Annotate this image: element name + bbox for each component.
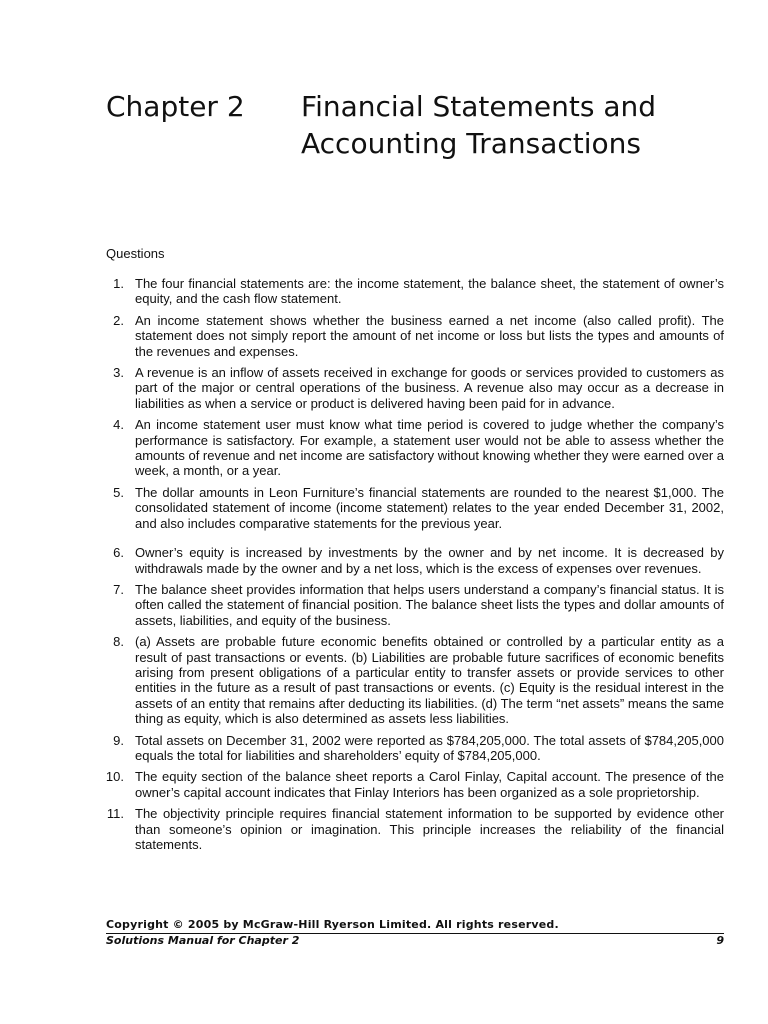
question-number: 8. (113, 634, 124, 650)
question-text: A revenue is an inflow of assets received in exchange for goods or services provided to customers as part of the major or central operations of the business. A revenue also may occur as a decrease in liabilities as when a service or product is delivered having been paid for in advance. (135, 365, 724, 411)
question-item (100, 733, 724, 764)
question-number: 10. (105, 769, 124, 785)
question-text: An income statement user must know what time period is covered to judge whether the company’s performance is satisfactory. For example, a statement user would not be able to assess whether the amounts of revenue and net income are satisfactory without knowing whether they were earned over a week, a month, or a year. (135, 417, 724, 479)
chapter-title-line1: Financial Statements and (301, 90, 657, 123)
chapter-title-line2: Accounting Transactions (301, 127, 642, 160)
question-text: The objectivity principle requires financial statement information to be supported by evidence other than someone’s opinion or imagination. This principle increases the reliability of the financial statements. (135, 806, 724, 852)
question-number: 5. (113, 484, 124, 500)
question-item (100, 417, 724, 479)
question-number: 11. (106, 806, 124, 822)
question-number: 4. (113, 417, 124, 433)
question-number: 9. (113, 732, 124, 748)
chapter-label: Chapter 2 (106, 90, 245, 123)
question-item (100, 313, 724, 359)
question-number: 6. (113, 545, 124, 561)
chapter-title (301, 88, 741, 162)
question-number: 7. (113, 581, 124, 597)
question-number: 2. (113, 312, 124, 328)
question-number: 3. (113, 365, 124, 381)
question-number: 1. (113, 276, 124, 291)
questions-list (100, 276, 724, 858)
question-text: Owner’s equity is increased by investments by the owner and by net income. It is decreased by withdrawals made by the owner and by a net loss, which is the excess of expenses over revenues. (135, 545, 724, 576)
question-text: The four financial statements are: the income statement, the balance sheet, the statement of owner’s equity, and the cash flow statement. (135, 276, 724, 307)
question-text: The dollar amounts in Leon Furniture’s financial statements are rounded to the nearest $1,000. The consolidated statement of income (income statement) relates to the year ended December 31, 2002, and also includes comparative statements for the previous year. (135, 484, 724, 531)
page-number: 9 (716, 934, 724, 947)
question-item (100, 485, 724, 531)
page-footer (106, 918, 724, 948)
footer-bottom (106, 934, 724, 948)
question-text: The equity section of the balance sheet reports a Carol Finlay, Capital account. The presence of the owner’s capital account indicates that Finlay Interiors has been organized as a sole proprietorship. (135, 769, 724, 800)
section-label: Questions (106, 246, 165, 261)
question-text: Total assets on December 31, 2002 were reported as $784,205,000. The total assets of $784,205,000 equals the total for liabilities and shareholders’ equity of $784,205,000. (135, 732, 724, 763)
question-text: (a) Assets are probable future economic benefits obtained or controlled by a particular entity as a result of past transactions or events. (b) Liabilities are probable future sacrifices of economic benefits arising from present obligations of a particular entity to transfer assets or provide services to other entities in the future as a result of past transactions or events. (c) Equity is the residual interest in the assets of an entity that remains after deducting its liabilities. (d) The term “net assets” means the same thing as equity, which is also determined as assets less liabilities. (135, 634, 724, 727)
question-item (100, 276, 724, 307)
question-item (100, 582, 724, 628)
question-item (100, 365, 724, 411)
copyright-notice: Copyright © 2005 by McGraw-Hill Ryerson Limited. All rights reserved. (106, 918, 559, 931)
question-item (100, 806, 724, 852)
question-item (100, 545, 724, 576)
question-item (100, 634, 724, 726)
question-text: The balance sheet provides information that helps users understand a company’s financial status. It is often called the statement of financial position. The balance sheet lists the types and dollar amounts of assets, liabilities, and equity of the business. (135, 581, 724, 628)
manual-title: Solutions Manual for Chapter 2 (106, 934, 300, 947)
question-item (100, 769, 724, 800)
question-text: An income statement shows whether the business earned a net income (also called profit). The statement does not simply report the amount of net income or loss but lists the types and amounts of the revenues and expenses. (135, 312, 724, 359)
